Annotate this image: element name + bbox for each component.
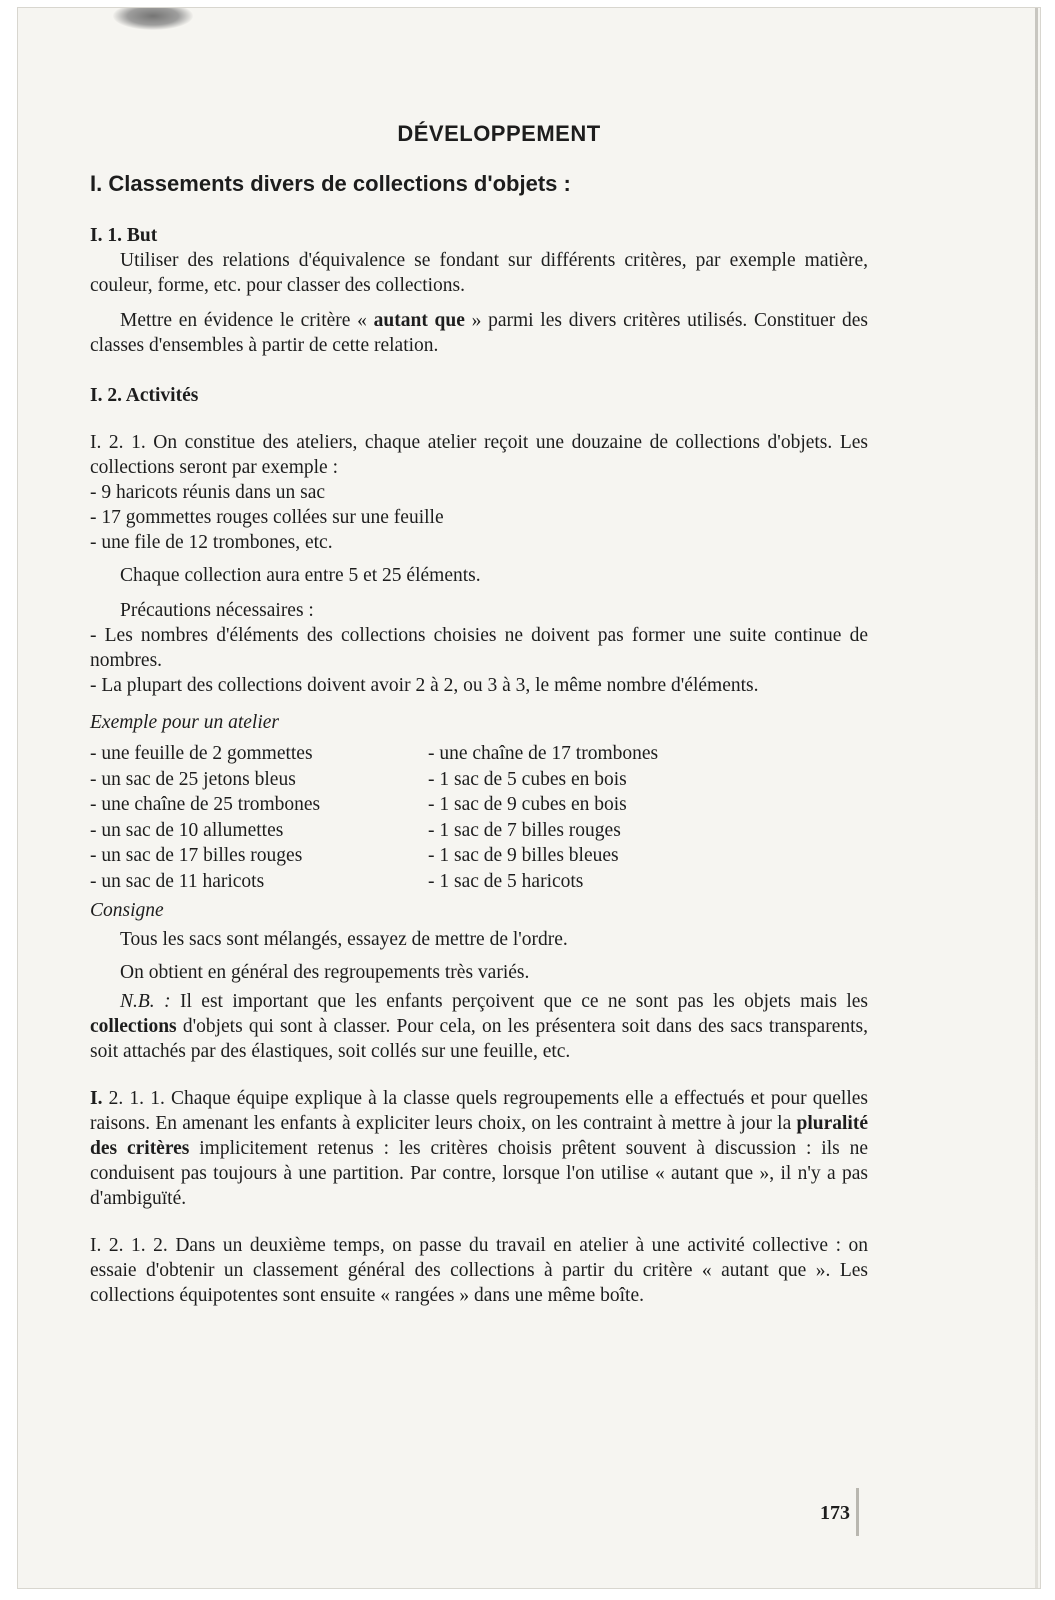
list-item: - 1 sac de 5 haricots [428,870,584,892]
list-item: - un sac de 11 haricots [90,870,265,892]
page-content [90,120,868,1308]
consigne-text: Tous les sacs sont mélangés, essayez de mettre de l'ordre. [120,929,568,950]
example-right-column [428,741,848,894]
activites-intro: I. 2. 1. On constitue des ateliers, chaque atelier reçoit une douzaine de collections d'objets. Les collections seront par exemple : [90,432,868,478]
but-paragraph-2: Mettre en évidence le critère « autant que » parmi les divers critères utilisés. Constituer des classes d'ensembles à partir de cette relation. [90,310,868,356]
list-item: - 1 sac de 9 cubes en bois [428,794,627,815]
collections-bold: collections [90,1016,177,1037]
consigne-title: Consigne [90,900,164,921]
but-paragraph-1: Utiliser des relations d'équivalence se fondant sur différents critères, par exemple matière, couleur, forme, etc. pour classer des collections. [90,250,868,296]
list-item: - un sac de 17 billes rouges [90,845,303,866]
precautions-title: Précautions nécessaires : [120,600,314,621]
list-item: - 1 sac de 5 cubes en bois [428,768,627,790]
collections-list [90,480,868,555]
pluralite-bold: pluralité des critères [90,1113,868,1159]
page-heading: DÉVELOPPEMENT [397,121,601,146]
page-number-mark [856,1488,859,1536]
step-1-1-paragraph: I. 2. 1. 1. Chaque équipe explique à la classe quels regroupements elle a effectués et pour quelles raisons. En amenant les enfants à expliciter leurs choix, on les contraint à mettre à jour la pluralité des critères implicitement retenus : les critères choisis prêtent souvent à discussion : ils ne conduisent pas toujours à une partition. Par contre, lorsque l'on utilise « autant que », il n'y a pas d'ambiguïté. [90,1088,868,1209]
collection-size-note: Chaque collection aura entre 5 et 25 éléments. [120,565,481,586]
example-title: Exemple pour un atelier [90,712,279,733]
list-item: - une chaîne de 17 trombones [428,743,659,764]
section-title: I. Classements divers de collections d'objets : [90,171,571,196]
list-item: - 1 sac de 9 billes bleues [428,845,619,866]
list-item: - 17 gommettes rouges collées sur une feuille [90,507,444,528]
result-text: On obtient en général des regroupements très variés. [120,962,530,983]
list-item: - 1 sac de 7 billes rouges [428,819,621,841]
autant-que-bold: autant que [373,310,465,331]
step-1-2-paragraph: I. 2. 1. 2. Dans un deuxième temps, on passe du travail en atelier à une activité collective : on essaie d'obtenir un classement général des collections à partir du critère « autant que ». Les collections équipotentes sont ensuite « rangées » dans une même boîte. [90,1235,868,1306]
list-item: - 9 haricots réunis dans un sac [90,482,326,503]
precaution-item: - La plupart des collections doivent avoir 2 à 2, ou 3 à 3, le même nombre d'éléments. [90,675,759,696]
nb-label: N.B. : [120,991,171,1012]
list-item: - une file de 12 trombones, etc. [90,532,333,553]
activites-title: I. 2. Activités [90,385,199,406]
but-title: I. 1. But [90,225,158,246]
list-item: - une chaîne de 25 trombones [90,794,321,815]
page-edge [1035,8,1038,1588]
example-columns [90,741,868,894]
example-left-column [90,741,428,894]
list-item: - un sac de 10 allumettes [90,819,284,841]
list-item: - une feuille de 2 gommettes [90,743,313,764]
precaution-item: - Les nombres d'éléments des collections choisies ne doivent pas former une suite continue de nombres. [90,625,868,671]
nb-paragraph: N.B. : Il est important que les enfants perçoivent que ce ne sont pas les objets mais les collections d'objets qui sont à classer. Pour cela, on les présentera soit dans des sacs transparents, soit attachés par des élastiques, soit collés sur une feuille, etc. [90,991,868,1062]
page-number: 173 [820,1502,850,1524]
scan-smudge [113,8,193,30]
list-item: - un sac de 25 jetons bleus [90,768,296,790]
book-page [18,8,1040,1588]
